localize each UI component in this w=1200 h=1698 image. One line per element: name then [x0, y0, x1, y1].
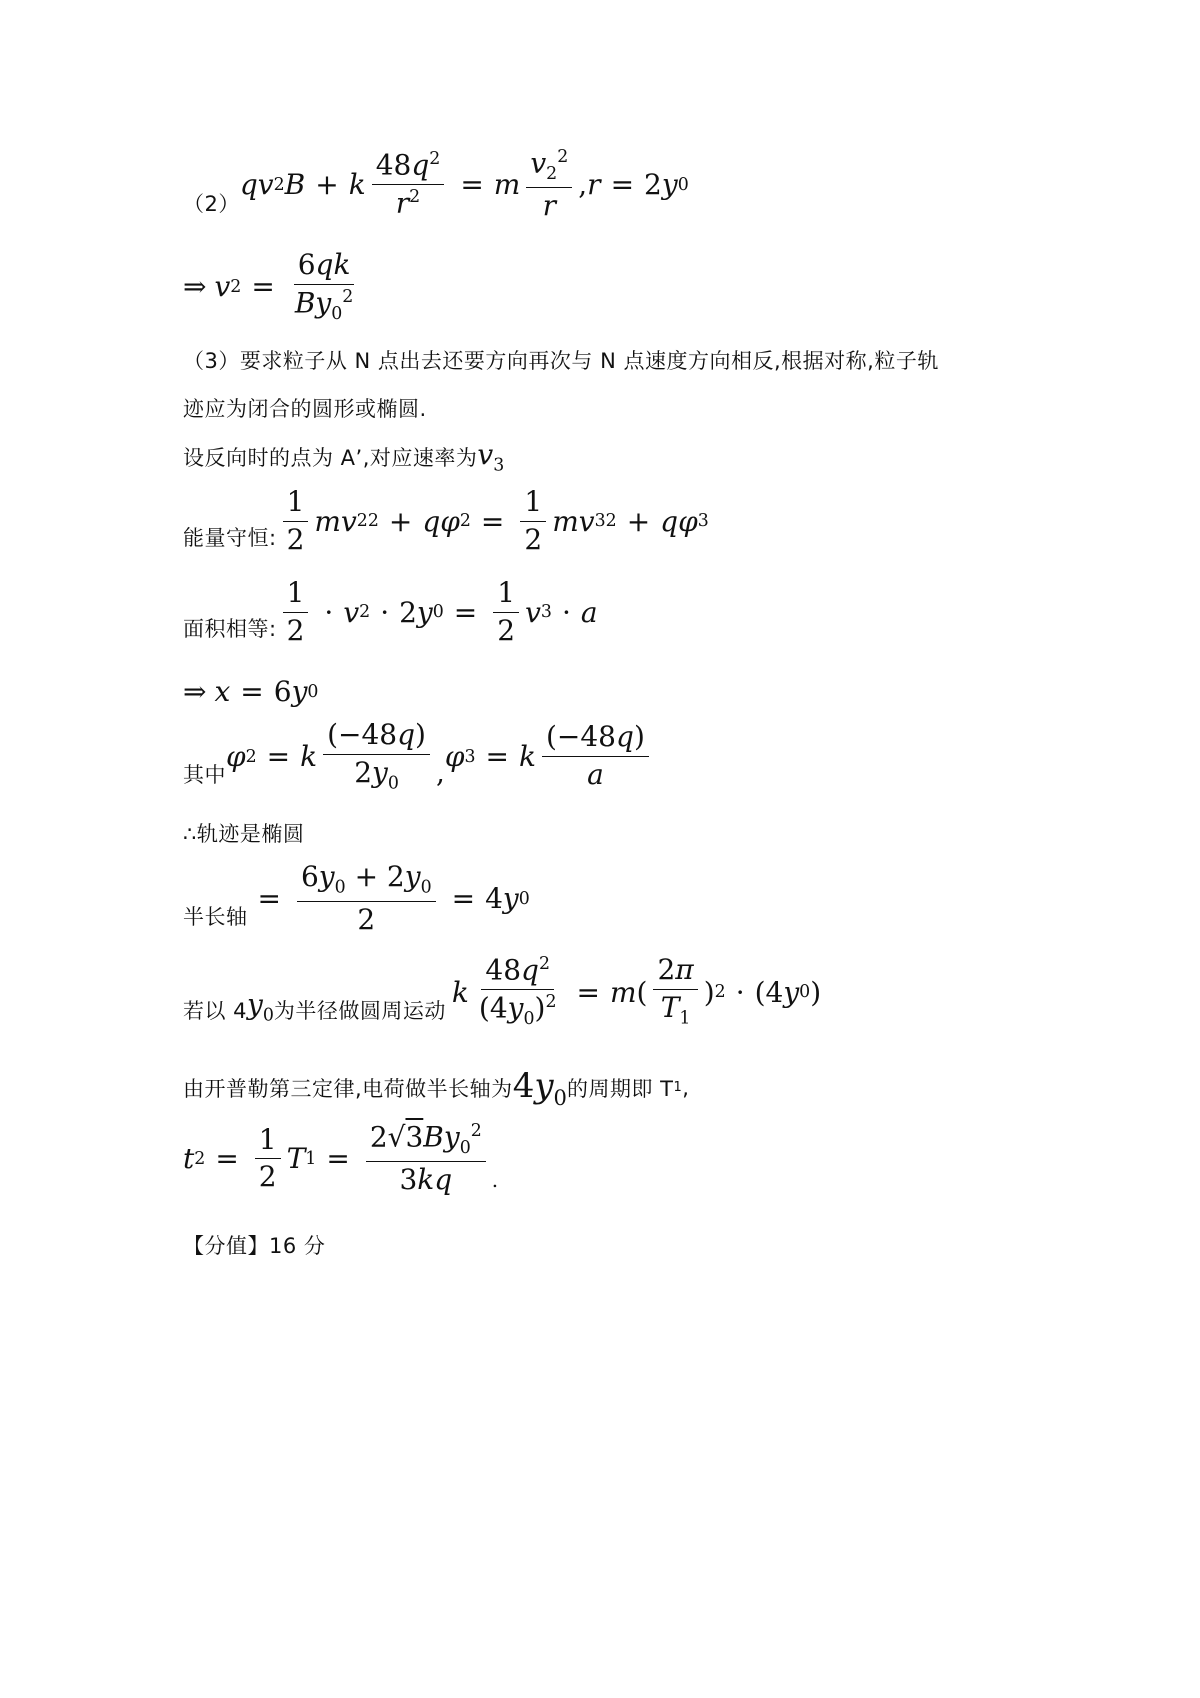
- energy-conservation-line: 能量守恒: $\frac{1}{2}$ mv 2 2 + qφ 2 = $\frac{1}{2}$ mv 3 2 + qφ 3: [183, 485, 709, 556]
- area-equality-line: 面积相等: $\frac{1}{2}$ · v 2 · 2 y 0 = $\frac{1}{2}$ v 3 · a: [183, 576, 598, 647]
- potential-line: 其中 φ 2 = k $\frac{(-48q)}{2y_0}$ , φ 3 = k $\frac{(-48q)}{a}$: [183, 720, 655, 793]
- part3-line1: （3）要求粒子从 N 点出去还要方向再次与 N 点速度方向相反,根据对称,粒子轨: [183, 349, 939, 373]
- t2-result-formula: t 2 = $\frac{1}{2}$ T 1 = $\frac{2√3By_0^2}{3kq}$ .: [183, 1120, 499, 1197]
- kepler-end: ,: [682, 1075, 690, 1100]
- part2-label: （2）: [183, 191, 240, 216]
- equation-part2: [183, 148, 689, 222]
- circle-suffix: 为半径做圆周运动: [273, 999, 446, 1024]
- kepler-prefix: 由开普勒第三定律,电荷做半长轴为: [183, 1076, 513, 1101]
- reverse-point-line: 设反向时的点为 A’,对应速率为 $v_3$: [183, 438, 505, 476]
- energy-label: 能量守恒:: [183, 525, 277, 550]
- part3-line2: 迹应为闭合的圆形或椭圆.: [183, 397, 427, 421]
- kepler-suffix: 的周期即 T: [566, 1076, 674, 1101]
- semi-major-axis-line: 半长轴 = $\frac{6y_0 + 2y_0}{2}$ = 4 y 0: [183, 860, 530, 936]
- kepler-sub: 1: [673, 1080, 683, 1096]
- v2-result-formula: ⇒ v 2 = $\frac{6qk}{By_0^2}$: [183, 248, 354, 324]
- kepler-line: 由开普勒第三定律,电荷做半长轴为 $4y_0$ 的周期即 T 1 ,: [183, 1066, 690, 1110]
- area-label: 面积相等:: [183, 616, 277, 641]
- reverse-point-text: 设反向时的点为 A’,对应速率为: [183, 445, 478, 470]
- score-text: 【分值】16 分: [183, 1234, 326, 1258]
- therefore-ellipse: ∴轨迹是椭圆: [183, 822, 305, 846]
- semi-major-label: 半长轴: [183, 905, 248, 930]
- x-result-formula: ⇒ x = 6 y 0: [183, 675, 319, 708]
- force-balance-formula: qv 2 B + k $\frac{48q^2}{r^2}$ = m $\frac{v_2^2}{r}$ , r = 2 y 0: [239, 146, 689, 223]
- circular-motion-line: 若以 4 $y_0$ 为半径做圆周运动 k $\frac{48q^2}{(4y_0)^2}$ = m ( $\frac{2\pi}{T_1}$ ) 2 · (4 y 0 ): [183, 953, 822, 1030]
- where-label: 其中: [183, 763, 226, 788]
- circle-prefix: 若以 4: [183, 999, 248, 1024]
